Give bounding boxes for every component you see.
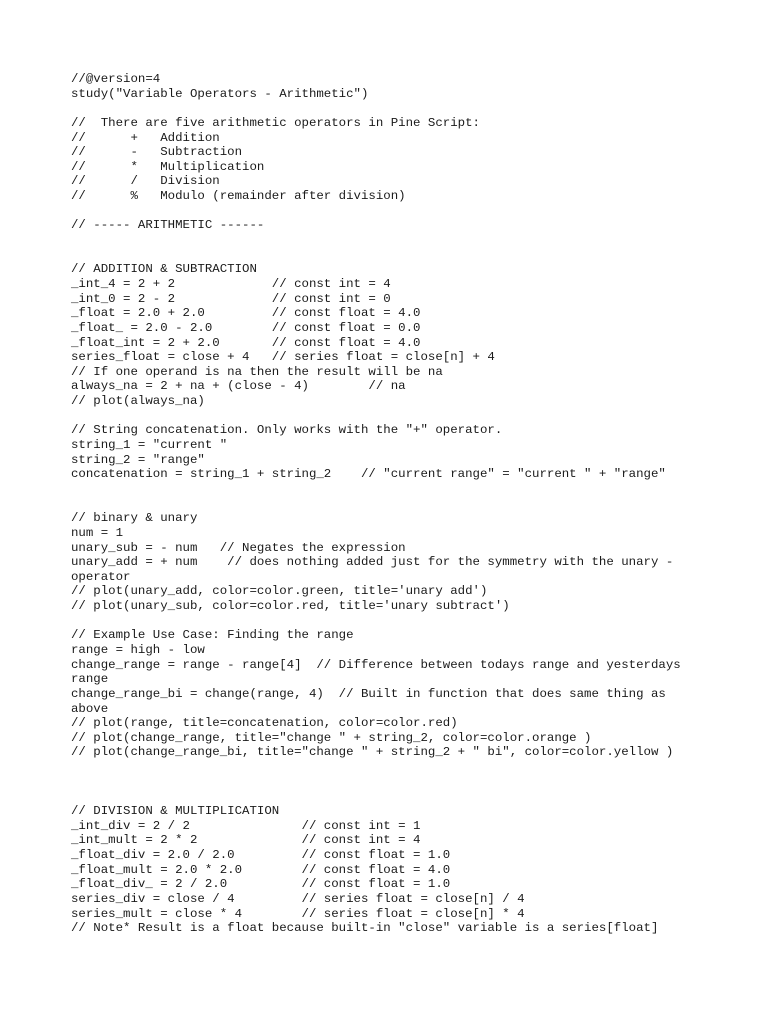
code-line: operator (71, 569, 131, 584)
code-line (71, 233, 731, 248)
code-line: series_div = close / 4 // series float = close[n] / 4 (71, 891, 525, 906)
code-line: _float = 2.0 + 2.0 // const float = 4.0 (71, 306, 421, 321)
code-line: unary_sub = - num // Negates the expression (71, 540, 406, 555)
code-line: // Example Use Case: Finding the range (71, 628, 354, 643)
code-line: // DIVISION & MULTIPLICATION (71, 804, 280, 819)
code-line (71, 789, 731, 804)
code-line: // - Subtraction (71, 145, 243, 160)
code-line: // * Multiplication (71, 159, 265, 174)
code-line: _float_div = 2.0 / 2.0 // const float = 1.0 (71, 847, 451, 862)
code-line: // % Modulo (remainder after division) (71, 189, 406, 204)
code-line: // plot(change_range_bi, title="change " + string_2 + " bi", color=color.yellow ) (71, 745, 674, 760)
code-line: string_2 = "range" (71, 452, 205, 467)
code-line (71, 204, 731, 219)
code-line: unary_add = + num // does nothing added just for the symmetry with the unary - (71, 555, 674, 570)
code-line: study("Variable Operators - Arithmetic") (71, 86, 369, 101)
code-line (71, 482, 731, 497)
code-line: // plot(unary_sub, color=color.red, title='unary subtract') (71, 599, 510, 614)
code-line: _float_mult = 2.0 * 2.0 // const float = 4.0 (71, 862, 451, 877)
code-line (71, 614, 731, 629)
code-line: above (71, 701, 109, 716)
code-line (71, 101, 731, 116)
code-line: _float_div_ = 2 / 2.0 // const float = 1.0 (71, 877, 451, 892)
code-line: // String concatenation. Only works with the "+" operator. (71, 423, 503, 438)
code-line: _float_ = 2.0 - 2.0 // const float = 0.0 (71, 320, 421, 335)
code-line: _int_mult = 2 * 2 // const int = 4 (71, 833, 421, 848)
code-line: _int_4 = 2 + 2 // const int = 4 (71, 276, 391, 291)
code-line: string_1 = "current " (71, 438, 228, 453)
code-line: // plot(change_range, title="change " + string_2, color=color.orange ) (71, 730, 592, 745)
code-document (71, 72, 731, 936)
code-line: // ----- ARITHMETIC ------ (71, 218, 265, 233)
code-line: concatenation = string_1 + string_2 // "current range" = "current " + "range" (71, 467, 666, 482)
code-line: // ADDITION & SUBTRACTION (71, 262, 257, 277)
code-line: always_na = 2 + na + (close - 4) // na (71, 379, 406, 394)
code-line: change_range_bi = change(range, 4) // Built in function that does same thing as (71, 686, 666, 701)
code-line: range = high - low (71, 642, 205, 657)
code-line: series_float = close + 4 // series float = close[n] + 4 (71, 350, 495, 365)
code-line: // plot(always_na) (71, 394, 205, 409)
code-line: series_mult = close * 4 // series float = close[n] * 4 (71, 906, 525, 921)
code-line: _int_0 = 2 - 2 // const int = 0 (71, 291, 391, 306)
code-line: // Note* Result is a float because built-in "close" variable is a series[float] (71, 921, 659, 936)
code-line (71, 497, 731, 512)
code-line: // There are five arithmetic operators in Pine Script: (71, 115, 480, 130)
code-line: // plot(unary_add, color=color.green, title='unary add') (71, 584, 488, 599)
code-line: change_range = range - range[4] // Difference between todays range and yesterdays (71, 657, 681, 672)
code-line: // binary & unary (71, 511, 198, 526)
code-line: //@version=4 (71, 72, 161, 86)
code-line: // If one operand is na then the result will be na (71, 364, 443, 379)
code-line (71, 248, 731, 263)
code-line: range (71, 672, 109, 687)
code-line (71, 760, 731, 775)
code-line: num = 1 (71, 525, 124, 540)
code-line: // + Addition (71, 130, 220, 145)
code-line: _float_int = 2 + 2.0 // const float = 4.0 (71, 335, 421, 350)
code-line: _int_div = 2 / 2 // const int = 1 (71, 818, 421, 833)
code-line: // / Division (71, 174, 220, 189)
code-line (71, 409, 731, 424)
code-line: // plot(range, title=concatenation, color=color.red) (71, 716, 458, 731)
code-line (71, 775, 731, 790)
